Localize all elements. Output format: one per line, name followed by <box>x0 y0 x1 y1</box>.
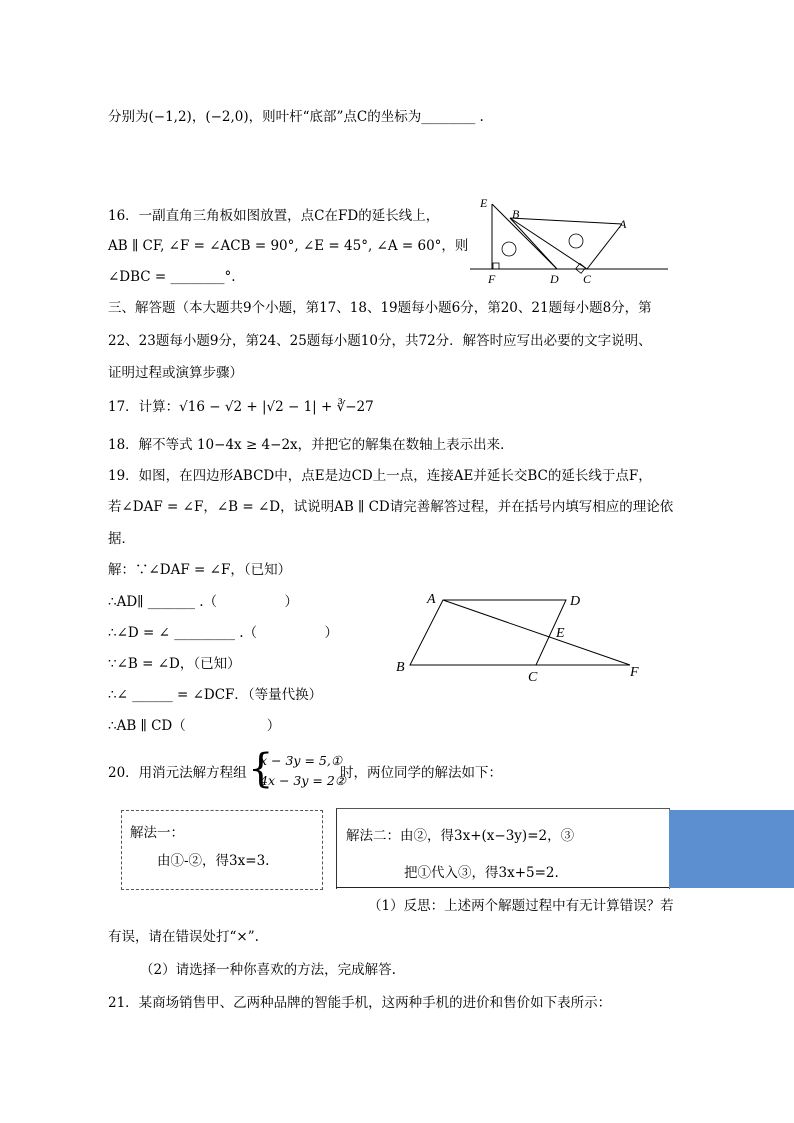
triangle-figure <box>470 192 670 287</box>
q16-line3: ∠DBC = ________°. <box>108 269 236 285</box>
q16-line1: 16．一副直角三角板如图放置，点C在FD的延长线上， <box>108 208 440 224</box>
reflection-1-cont: 有误，请在错误处打“×”. <box>108 929 259 945</box>
q20-intro: 20．用消元法解方程组 <box>108 765 247 781</box>
fig19-label-A: A <box>427 592 436 607</box>
equation-1: x − 3y = 5,① <box>260 753 343 768</box>
section3-text: 三、解答题（本大题共9个小题，第17、18、19题每小题6分，第20、21题每小题8分，第 <box>108 300 652 316</box>
fig16-label-F: F <box>488 272 496 286</box>
reflection-2: （2）请选择一种你喜欢的方法，完成解答. <box>140 962 396 978</box>
method-two-step-2: 把①代入③，得3x+5=2. <box>404 865 559 881</box>
proof-step-1: 解：∵∠DAF = ∠F，（已知） <box>108 562 292 578</box>
proof-step-4: ∵∠B = ∠D，（已知） <box>108 656 241 672</box>
fig16-label-B: B <box>512 207 520 221</box>
q19-line3: 据． <box>108 531 135 547</box>
method-one-step: 由①-②，得3x=3. <box>157 853 270 869</box>
proof-step-3: ∴∠D = ∠ _________ .（ ） <box>108 625 339 641</box>
q16-line2: AB ∥ CF, ∠F = ∠ACB = 90°, ∠E = 45°, ∠A = 60°，则 <box>108 238 469 254</box>
q15-tail: 分别为(−1,2)，(−2,0)，则叶杆“底部”点C的坐标为________ . <box>108 109 484 125</box>
q20-intro-tail: 时，两位同学的解法如下： <box>340 765 502 781</box>
method-one-box <box>121 810 323 890</box>
brace: { <box>248 746 274 792</box>
q21: 21．某商场销售甲、乙两种品牌的智能手机，这两种手机的进价和售价如下表所示： <box>108 995 612 1011</box>
fig16-label-C: C <box>583 272 592 286</box>
fig16-label-D: D <box>550 272 559 286</box>
method-one-title: 解法一： <box>130 825 184 841</box>
q19-line2: 若∠DAF = ∠F，∠B = ∠D，试说明AB ∥ CD请完善解答过程，并在括号内填写相应的理论依 <box>108 499 674 515</box>
fig19-label-E: E <box>556 626 565 641</box>
q19-line1: 19．如图，在四边形ABCD中，点E是边CD上一点，连接AE并延长交BC的延长线于点F， <box>108 468 652 484</box>
fig19-label-C: C <box>528 670 538 685</box>
section3-line2: 22、23题每小题9分，第24、25题每小题10分，共72分．解答时应写出必要的文字说明、 <box>108 333 652 349</box>
method-two-divider <box>336 887 696 888</box>
proof-step-6: ∴AB ∥ CD（ ） <box>108 718 281 734</box>
fig16-label-A: A <box>619 217 627 231</box>
blue-rectangle <box>669 810 794 888</box>
fig19-label-D: D <box>570 594 581 609</box>
q17: 17．计算：√16 − √2 + |√2 − 1| + ∛−27 <box>108 399 374 415</box>
proof-step-2: ∴AD∥ _______ .（ ） <box>108 594 299 610</box>
reflection-1: （1）反思：上述两个解题过程中有无计算错误？若 <box>368 898 674 914</box>
section3-line1 <box>108 299 652 317</box>
section3-line3: 证明过程或演算步骤） <box>108 365 243 381</box>
quadrilateral-figure <box>390 585 650 685</box>
fig16-label-E: E <box>480 196 488 210</box>
equation-2: 4x − 3y = 2② <box>260 773 347 788</box>
method-two-step-1: 解法二：由②，得3x+(x−3y)=2，③ <box>346 828 575 844</box>
proof-step-5: ∴∠ ______ = ∠DCF．（等量代换） <box>108 687 323 703</box>
fig19-label-F: F <box>630 665 639 680</box>
fig19-label-B: B <box>396 660 405 675</box>
q18: 18．解不等式 10−4x ≥ 4−2x，并把它的解集在数轴上表示出来． <box>108 437 514 453</box>
